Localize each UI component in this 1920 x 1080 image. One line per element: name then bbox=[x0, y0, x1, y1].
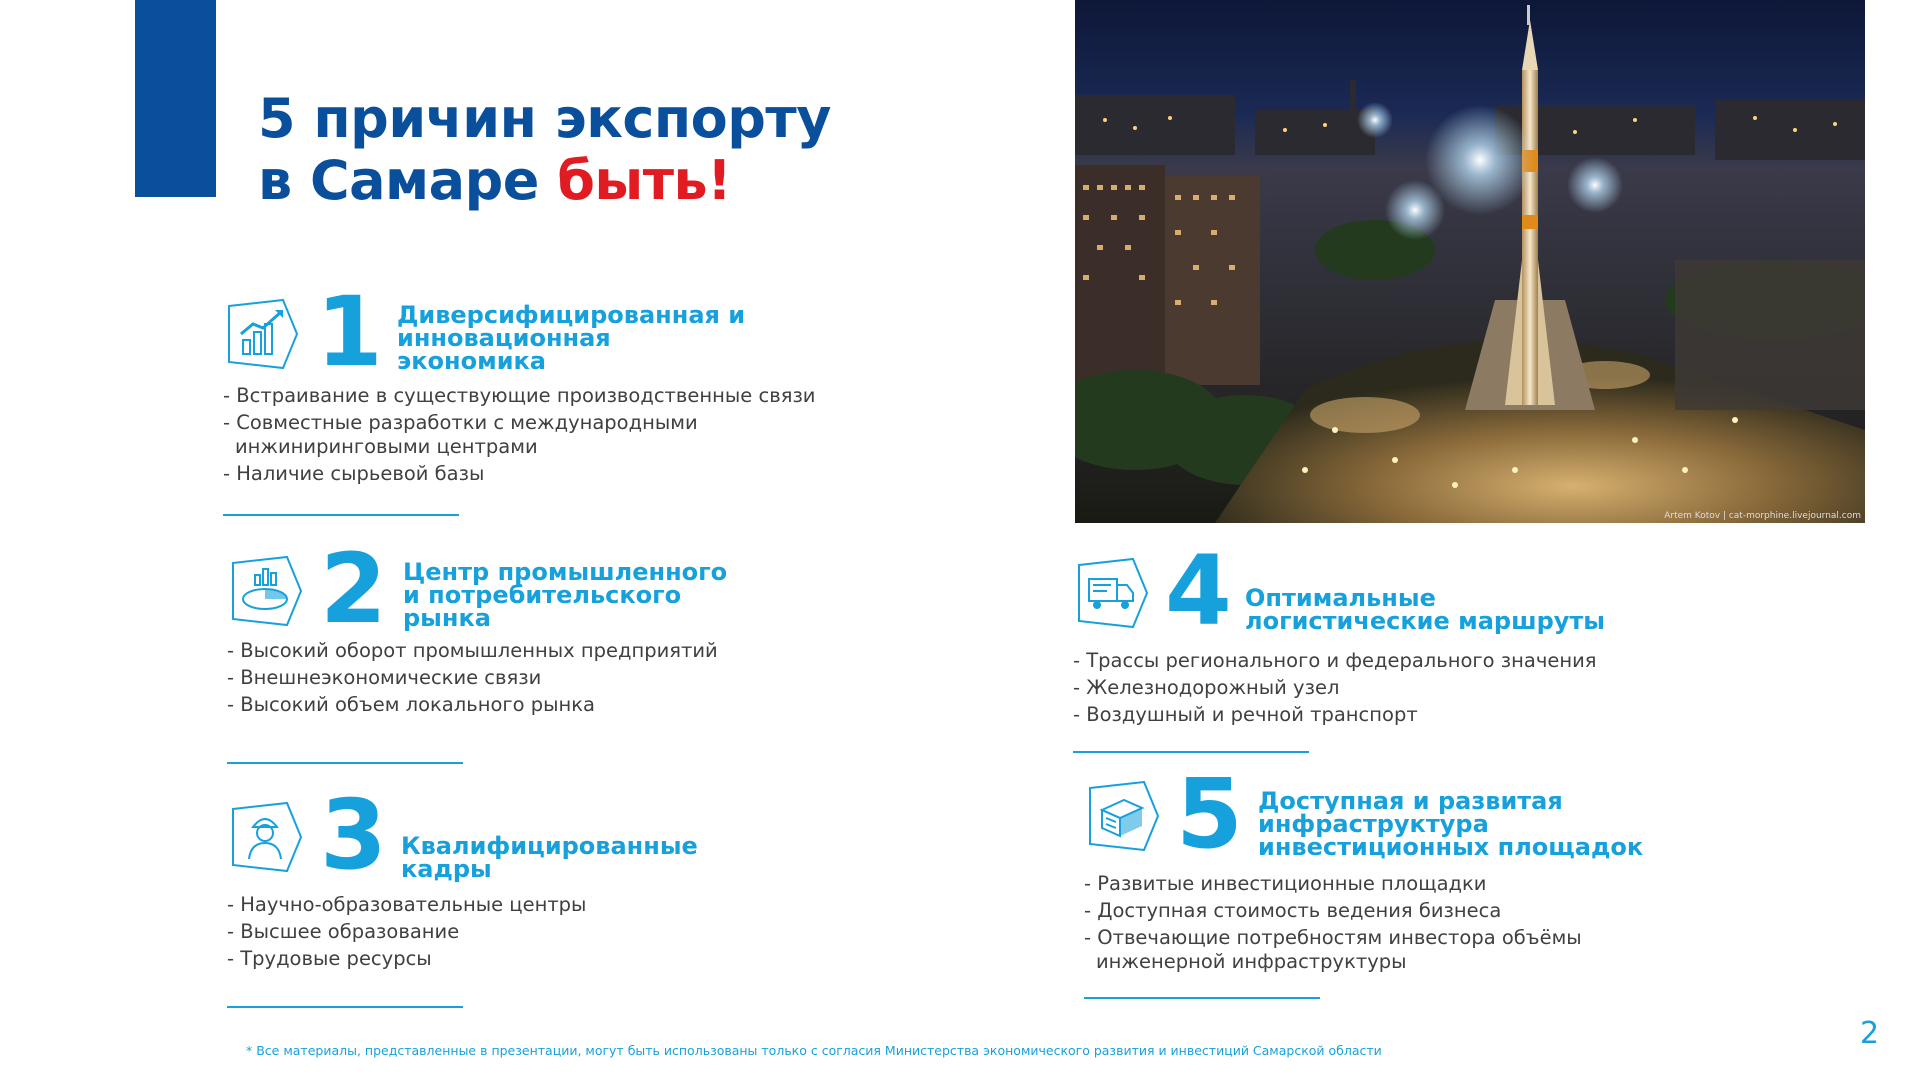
reason-number: 4 bbox=[1165, 535, 1228, 647]
reason-number: 5 bbox=[1176, 758, 1239, 870]
title-line-1: 5 причин экспорту bbox=[258, 87, 831, 150]
reason-heading-line: экономика bbox=[397, 347, 546, 375]
reason-number: 3 bbox=[320, 779, 383, 891]
reason-bullets bbox=[1073, 649, 1633, 730]
reason-heading bbox=[1258, 787, 1644, 861]
section-divider bbox=[227, 1006, 463, 1008]
bullet-item: - Наличие сырьевой базы bbox=[223, 462, 485, 485]
reason-heading-line: инфраструктура bbox=[1258, 810, 1489, 838]
title-highlight: быть! bbox=[557, 149, 732, 212]
reason-bullets bbox=[1084, 872, 1704, 977]
reason-heading bbox=[403, 558, 728, 632]
page-title bbox=[258, 88, 831, 212]
bullet-item: - Внешнеэкономические связи bbox=[227, 666, 542, 689]
reason-heading-line: Диверсифицированная и bbox=[397, 301, 746, 329]
reason-number: 2 bbox=[320, 533, 383, 645]
bullet-item: - Высокий оборот промышленных предприятий bbox=[227, 639, 718, 662]
title-line-2-prefix: в Самаре bbox=[258, 149, 558, 212]
bullet-item: - Совместные разработки с международными инжиниринговыми центрами bbox=[223, 411, 698, 458]
bullet-item: - Высокий объем локального рынка bbox=[227, 693, 596, 716]
growth-chart-icon bbox=[223, 294, 303, 374]
section-divider bbox=[223, 514, 459, 516]
reason-heading bbox=[1245, 584, 1606, 635]
reason-heading-line: инновационная bbox=[397, 324, 611, 352]
page-number: 2 bbox=[1860, 1016, 1880, 1051]
monument-photo bbox=[1075, 0, 1865, 523]
reason-heading-line: логистические маршруты bbox=[1245, 607, 1606, 635]
reason-heading-line: Квалифицированные bbox=[401, 832, 698, 860]
reason-number: 1 bbox=[316, 276, 379, 388]
section-divider bbox=[1084, 997, 1320, 999]
accent-bar bbox=[135, 0, 216, 197]
reason-heading-line: рынка bbox=[403, 604, 491, 632]
bullet-item: - Железнодорожный узел bbox=[1073, 676, 1340, 699]
reason-heading-line: Оптимальные bbox=[1245, 584, 1436, 612]
reason-heading bbox=[401, 832, 698, 883]
photo-credit: Artem Kotov | cat-morphine.livejournal.com bbox=[1664, 511, 1861, 521]
bullet-item: - Трассы регионального и федерального значения bbox=[1073, 649, 1597, 672]
footnote: * Все материалы, представленные в презентации, могут быть использованы только с согласия Министерства экономического развития и инвестиций Самарской области bbox=[246, 1043, 1382, 1058]
bullet-item: - Воздушный и речной транспорт bbox=[1073, 703, 1418, 726]
reason-bullets bbox=[227, 639, 787, 720]
section-divider bbox=[227, 762, 463, 764]
bullet-item: - Высшее образование bbox=[227, 920, 460, 943]
bullet-item: - Развитые инвестиционные площадки bbox=[1084, 872, 1487, 895]
building-icon bbox=[1084, 776, 1164, 856]
bullet-item: - Трудовые ресурсы bbox=[227, 947, 432, 970]
reason-heading-line: кадры bbox=[401, 855, 492, 883]
reason-heading-line: Доступная и развитая bbox=[1258, 787, 1563, 815]
title-line-2 bbox=[258, 150, 831, 212]
reason-heading-line: и потребительского bbox=[403, 581, 682, 609]
bullet-item: - Научно-образовательные центры bbox=[227, 893, 587, 916]
reason-bullets bbox=[227, 893, 727, 974]
bullet-item: - Встраивание в существующие производственные связи bbox=[223, 384, 816, 407]
reason-bullets bbox=[223, 384, 883, 489]
section-divider bbox=[1073, 751, 1309, 753]
truck-icon bbox=[1073, 553, 1153, 633]
worker-icon bbox=[227, 797, 307, 877]
reason-heading-line: Центр промышленного bbox=[403, 558, 728, 586]
reason-heading bbox=[397, 301, 746, 375]
bullet-item: - Отвечающие потребностям инвестора объёмы инженерной инфраструктуры bbox=[1084, 926, 1582, 973]
bullet-item: - Доступная стоимость ведения бизнеса bbox=[1084, 899, 1502, 922]
pie-chart-icon bbox=[227, 551, 307, 631]
reason-heading-line: инвестиционных площадок bbox=[1258, 833, 1644, 861]
